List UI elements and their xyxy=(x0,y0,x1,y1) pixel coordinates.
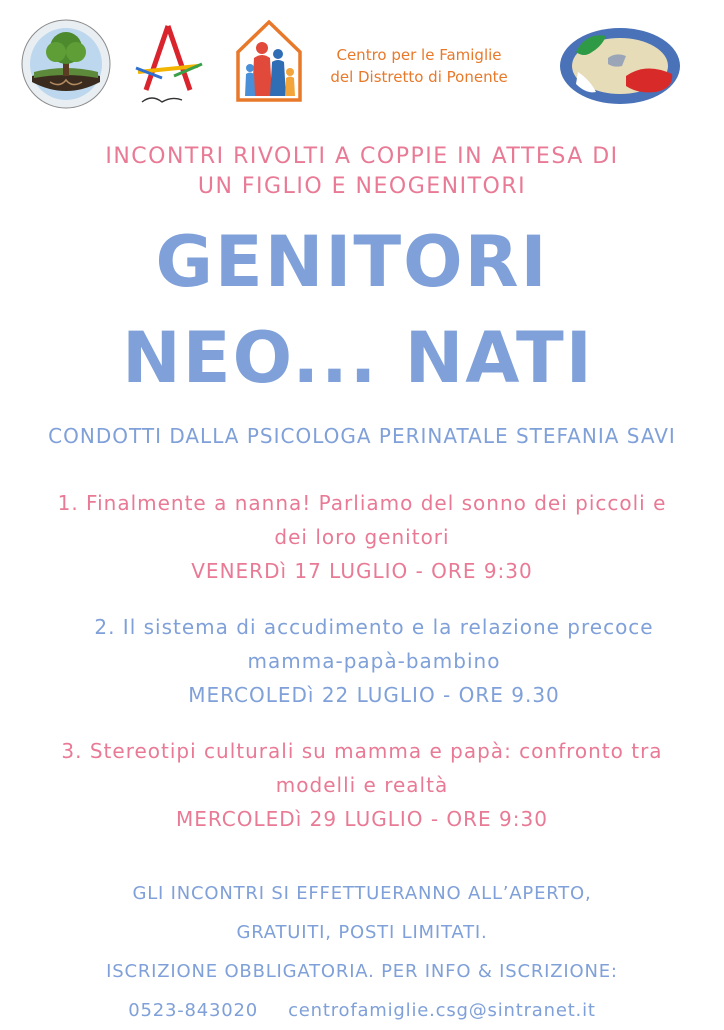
centro-famiglie-logo-text xyxy=(316,44,522,88)
byline: CONDOTTI DALLA PSICOLOGA PERINATALE STEFANIA SAVI xyxy=(48,424,676,448)
meeting-2 xyxy=(12,610,724,712)
centro-name-line1: Centro per le Famiglie xyxy=(336,46,502,64)
title-line1: GENITORI xyxy=(155,221,549,303)
meeting-2-line2: mamma-papà-bambino xyxy=(247,649,501,673)
meeting-2-date: MERCOLEDì 22 LUGLIO - ORE 9.30 xyxy=(188,683,560,707)
meeting-2-line1: 2. Il sistema di accudimento e la relazione precoce xyxy=(94,615,654,639)
meeting-3 xyxy=(0,734,724,836)
tree-circle-logo xyxy=(20,18,112,110)
subtitle-line1: INCONTRI RIVOLTI A COPPIE IN ATTESA DI xyxy=(105,144,619,169)
meeting-3-date: MERCOLEDì 29 LUGLIO - ORE 9:30 xyxy=(176,807,548,831)
meeting-1-date: VENERDì 17 LUGLIO - ORE 9:30 xyxy=(191,559,533,583)
phone-number[interactable]: 0523-843020 xyxy=(128,1000,259,1021)
family-house-logo xyxy=(234,18,304,104)
subtitle-line2: UN FIGLIO E NEOGENITORI xyxy=(197,174,527,199)
footer-contacts xyxy=(0,991,724,1030)
centro-name-line2: del Distretto di Ponente xyxy=(330,68,508,86)
title-line2: NEO... NATI xyxy=(122,317,594,399)
subtitle xyxy=(0,142,724,202)
meeting-1-line1: 1. Finalmente a nanna! Parliamo del sonno dei piccoli e xyxy=(57,491,667,515)
meeting-3-line1: 3. Stereotipi culturali su mamma e papà: confronto tra xyxy=(61,739,663,763)
email-link[interactable]: centrofamiglie.csg@sintranet.it xyxy=(288,1000,596,1021)
footer-line1: GLI INCONTRI SI EFFETTUERANNO ALL’APERTO, xyxy=(132,883,592,904)
footer-line2: GRATUITI, POSTI LIMITATI. xyxy=(236,922,488,943)
meeting-1 xyxy=(0,486,724,588)
logo-bar xyxy=(0,0,724,120)
meeting-3-line2: modelli e realtà xyxy=(275,773,449,797)
meeting-1-line2: dei loro genitori xyxy=(274,525,450,549)
azione-a-logo xyxy=(128,20,208,108)
footer-line3: ISCRIZIONE OBBLIGATORIA. PER INFO & ISCRIZIONE: xyxy=(106,961,618,982)
map-globe-logo xyxy=(556,22,684,108)
footer-info xyxy=(0,874,724,1030)
